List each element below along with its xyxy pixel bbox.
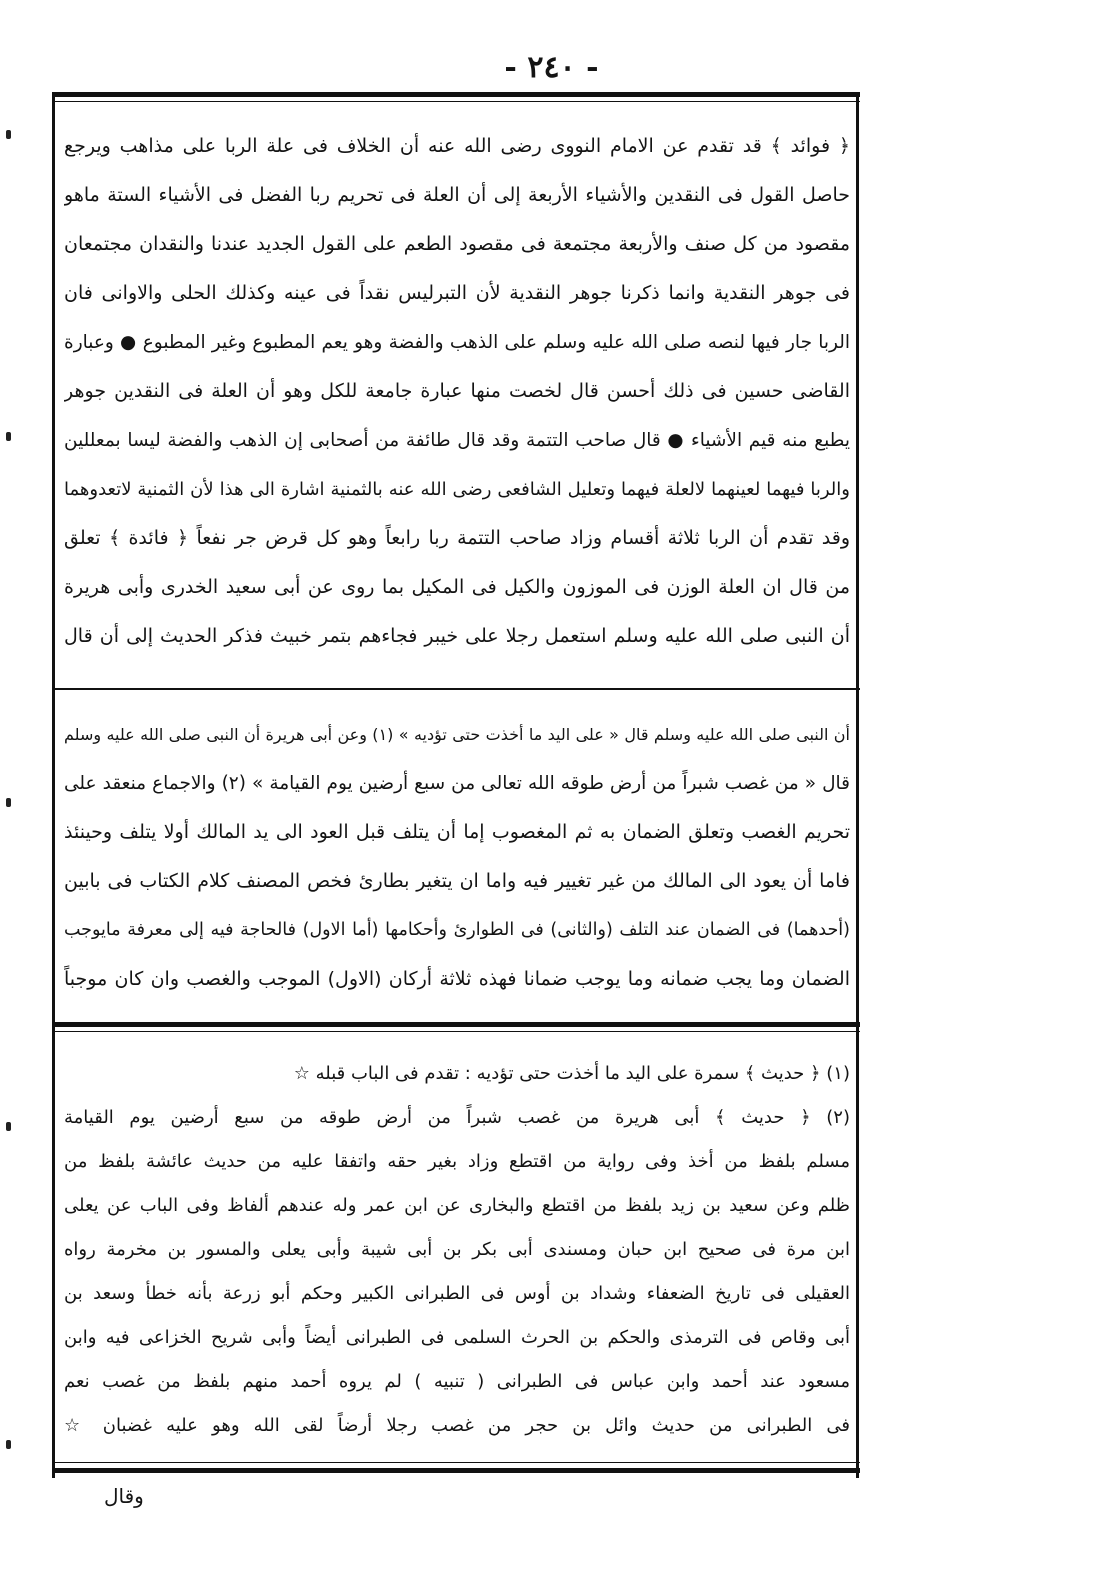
frame-right xyxy=(856,92,859,1478)
lower-line: أن النبى صلى الله عليه وسلم قال « على اليد ما أخذت حتى تؤديه » (١) وعن أبى هريرة أن النبى صلى الله عليه وسلم xyxy=(64,725,850,744)
margin-mark xyxy=(6,432,11,441)
frame-left xyxy=(52,92,55,1478)
lower-line: قال « من غصب شبراً من أرض طوقه الله تعالى من سبع أرضين يوم القيامة » (٢) والاجماع منعقد على xyxy=(64,773,850,794)
footnote-line: (١) ﴿ حديث ﴾ سمرة على اليد ما أخذت حتى تؤديه : تقدم فى الباب قبله ☆ xyxy=(293,1063,850,1084)
main-line: حاصل القول فى النقدين والأشياء الأربعة إلى أن العلة فى تحريم ربا الفضل فى الأشياء الستة ماهو xyxy=(64,184,850,206)
lower-line: تحريم الغصب وتعلق الضمان به ثم المغصوب إما أن يتلف قبل العود الى يد المالك أولا يتلف وحينئذ xyxy=(64,821,850,843)
margin-mark xyxy=(6,1440,11,1449)
top-rule xyxy=(52,92,860,97)
bottom-rule xyxy=(52,1468,860,1473)
margin-mark xyxy=(6,798,11,807)
lower-text xyxy=(64,710,850,1004)
main-text xyxy=(64,122,850,661)
main-line: ﴿ فوائد ﴾ قد تقدم عن الامام النووى رضى الله عنه أن الخلاف فى علة الربا على مذاهب ويرجع xyxy=(64,135,850,157)
lower-line: الضمان وما يجب ضمانه وما يوجب ضمانا فهذه ثلاثة أركان (الاول) الموجب والغصب وان كان موجباً xyxy=(64,968,850,990)
footnote-line: مسلم بلفظ من أخذ وفى رواية من اقتطع وزاد بغير حقه واتفقا عليه من حديث عائشة بلفظ من xyxy=(64,1151,850,1172)
footnote-line: ظلم وعن سعيد بن زيد بلفظ من اقتطع والبخارى عن ابن عمر وله عندهم ألفاظ وفى الباب عن يعلى xyxy=(64,1195,850,1216)
main-line: فى جوهر النقدية وانما ذكرنا جوهر النقدية لأن التبرليس نقداً فى عينه وكذلك الحلى والاوانى فان xyxy=(64,282,850,304)
footnote-line: (٢) ﴿ حديث ﴾ أبى هريرة من غصب شبراً من أرض طوقه من سبع أرضين يوم القيامة xyxy=(64,1107,850,1128)
footnote-line: أبى وقاص فى الترمذى والحكم بن الحرث السلمى فى الطبرانى أيضاً وأبى شريح الخزاعى فيه وابن xyxy=(64,1327,850,1348)
footnotes xyxy=(64,1052,850,1448)
section-divider xyxy=(52,688,860,690)
catchword: وقال xyxy=(104,1484,144,1508)
footnote-line: مسعود عند أحمد وابن عباس فى الطبرانى ( تنبيه ) لم يروه أحمد منهم بلفظ من غصب نعم xyxy=(64,1371,850,1392)
main-line: يطبع منه قيم الأشياء ● قال صاحب التتمة وقد قال طائفة من أصحابى إن الذهب والفضة ليسا بمعللين xyxy=(64,430,850,451)
top-rule-inner xyxy=(52,101,860,102)
bottom-rule-inner xyxy=(52,1462,860,1463)
main-line: القاضى حسين فى ذلك أحسن قال لخصت منها عبارة جامعة للكل وهو أن العلة فى النقدين جوهر xyxy=(64,380,850,402)
main-line: والربا فيهما لعينهما لالعلة فيهما وتعليل الشافعى رضى الله عنه بالثمنية اشارة الى هذا لأن الثمنية لاتعدوهما xyxy=(64,479,850,500)
footnote-line: ابن مرة فى صحيح ابن حبان ومسندى أبى بكر بن أبى شيبة وأبى يعلى والمسور بن مخرمة رواه xyxy=(64,1239,850,1260)
main-line: مقصود من كل صنف والأربعة مجتمعة فى مقصود الطعم على القول الجديد عندنا والنقدان مجتمعان xyxy=(64,233,850,255)
main-line: الربا جار فيها لنصه صلى الله عليه وسلم على الذهب والفضة وهو يعم المطبوع وغير المطبوع ● وعبارة xyxy=(64,332,850,353)
page-number: - ٢٤٠ - xyxy=(504,50,599,85)
main-line: من قال ان العلة الوزن فى الموزون والكيل فى المكيل بما روى عن أبى سعيد الخدرى وأبى هريرة xyxy=(64,576,850,598)
margin-mark xyxy=(6,130,11,139)
main-line: وقد تقدم أن الربا ثلاثة أقسام وزاد صاحب التتمة ربا رابعاً وهو كل قرض جر نفعاً ﴿ فائدة ﴾ تعلق xyxy=(64,527,850,549)
lower-line: فاما أن يعود الى المالك من غير تغيير فيه واما ان يتغير بطارئ فخص المصنف كلام الكتاب فى بابين xyxy=(64,870,850,892)
footnote-line: فى الطبرانى من حديث وائل بن حجر من غصب رجلا أرضاً لقى الله وهو عليه غضبان ☆ xyxy=(64,1415,850,1436)
footnote-rule-inner xyxy=(52,1031,860,1032)
margin-mark xyxy=(6,1122,11,1131)
footnote-line: العقيلى فى تاريخ الضعفاء وشداد بن أوس فى الطبرانى الكبير وحكم أبو زرعة بأنه خطأ وسعد بن xyxy=(64,1283,850,1304)
lower-line: (أحدهما) فى الضمان عند التلف (والثانى) فى الطوارئ وأحكامها (أما الاول) فالحاجة فيه إلى معرفة مايوجب xyxy=(64,920,850,940)
main-line: أن النبى صلى الله عليه وسلم استعمل رجلا على خيبر فجاءهم بتمر خبيث فذكر الحديث إلى أن قال xyxy=(64,625,850,647)
footnote-rule xyxy=(52,1022,860,1027)
